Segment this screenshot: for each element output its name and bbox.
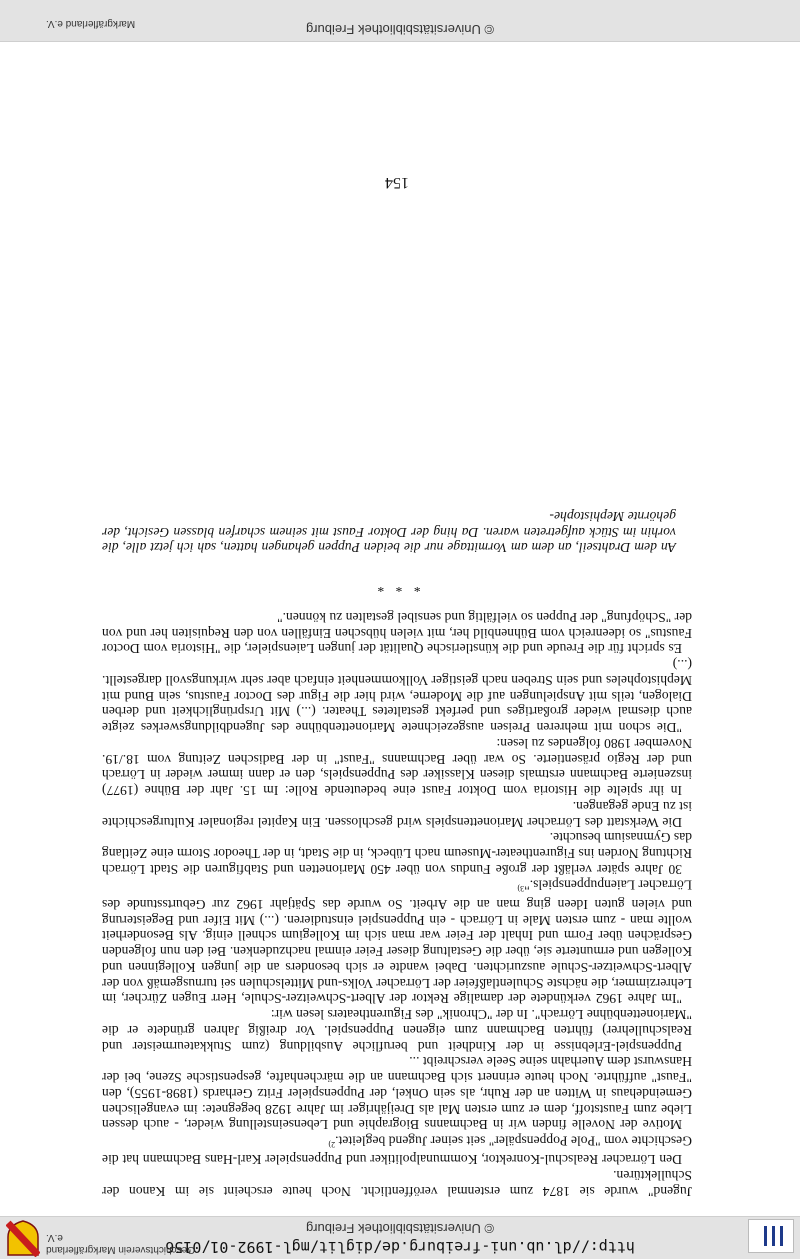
paragraph: Jugend" wurde sie 1874 zum erstenmal veröffentlicht. Noch heute erscheint sie im Kanon der Schullektüren. <box>102 1168 692 1199</box>
viewer-header <box>0 1216 800 1259</box>
paragraph: 30 Jahre später verläßt der große Fundus von über 450 Marionetten und Stabfiguren die Stadt Lörrach Richtung Norden ins Figurentheater-Museum nach Lübeck, in die Stadt, in der Theodor Storm eine Zeitlang das Gymnasium besuchte. <box>102 830 692 877</box>
paragraph: Es spricht für die Freude und die künstlerische Qualität der jungen Laienspieler, die "Historia vom Doctor Faustus" so ideenreich vom Bühnenbild her, mit vielen hübschen Einfällen von den Requisiten her und von der "Schöpfung" der Puppen so vielfältig und sensibel gestalten zu können." <box>102 609 692 657</box>
paragraph: Motive der Novelle finden wir in Bachmanns Biographie und Lebenseinstellung wieder, - auch dessen Liebe zum Fauststoff, dem er zum ersten Mal als Dreijähriger im Jahre 1928 begegnete: im evangelischen Gemeindehaus in Witten an der Ruhr, als sein Onkel, der Puppenspieler Fritz Gerhards (1898-1955), den "Faust" aufführte. Noch heute erinnert sich Bachmann an die märchenhafte, gespenstische Szene, bei der Hanswurst dem Auerhahn seine Seele verschreibt ... <box>102 1054 692 1133</box>
page-number: 154 <box>385 174 409 191</box>
coat-of-arms-icon <box>6 1219 40 1257</box>
footnote-ref: 3) <box>517 884 525 894</box>
copyright-notice: © Universitätsbibliothek Freiburg <box>305 1221 495 1236</box>
source-url[interactable]: http://dl.ub.uni-freiburg.de/diglit/mgl-1992-01/0156 <box>165 1238 635 1256</box>
viewer-footer <box>0 0 800 42</box>
paragraph: Den Lörracher Realschul-Konrektor, Kommunalpolitiker und Puppenspieler Karl-Hans Bachmann hat die Geschichte vom "Pole Poppenspäler" seit seiner Jugend begleitet.$^{2)}$ <box>102 1133 692 1168</box>
paragraph: In ihr spielte die Historia vom Doktor Faust eine bedeutende Rolle: Im 15. Jahr der Bühne (1977) inszenierte Bachmann erstmals diesen Klassiker des Puppenspiels, den er dann immer wieder in Lörrach und der Regio präsentierte. So war über Bachmanns "Faust" in der Badischen Zeitung vom 18./19. November 1980 folgendes zu lesen: <box>102 735 692 799</box>
footer-society: Markgräflerland e.V. <box>46 18 136 29</box>
paragraph: Puppenspiel-Erlebnisse in der Kindheit und berufliche Ausbildung (zum Stukkateurmeister und Realschullehrer) führten Bachmann zum eigenen Puppenspiel. Vor dreißig Jahren gründete er die "Marionettenbühne Lörrach". In der "Chronik" des Figurentheaters lesen wir: <box>102 1007 692 1054</box>
paragraph: "Die schon mit mehreren Preisen ausgezeichnete Marionettenbühne des Jugendbildungswerkes zeigte auch diesmal wieder großartiges und perfekt gestaltetes Theater. (...) Mit Ursprünglichkeit und derben Dialogen, teils mit Anspielungen auf die Moderne, wird hier die Figur des Doctor Faustus, sein Bund mit Mephistopheles und sein Streben nach geistiger Vollkommenheit einfach aber sehr wirkungsvoll dargestellt. (...) <box>102 657 692 736</box>
book-page-text <box>102 508 692 1199</box>
footnote-ref: 2) <box>328 1139 336 1149</box>
footer-copyright: © Universitätsbibliothek Freiburg <box>305 22 495 37</box>
closing-quote: An dem Drahtseil, an dem am Vormittage nur die beiden Puppen gehangen hatten, sah ich jetzt alle, die vorhin im Stück aufgetreten waren. Da hing der Doktor Faust mit seinem scharfen blassen Gesicht, der gehörnte Mephistophe- <box>102 508 676 556</box>
paragraph: "Im Jahre 1962 verkündete der damalige Rektor der Albert-Schweitzer-Schule, Herr Eugen Zürcher, im Lehrerzimmer, die nächste Schulentlaßfeier der Lörracher Volks-und Mittelschulen sei turnusgemäß von der Albert-Schweitzer-Schule auszurichten. Dabei wandte er sich besonders an die jungen Kolleginnen und Kollegen und ermunterte sie, über die Gestaltung dieser Feier einmal nachzudenken. Bei den nun folgenden Gesprächen über Form und Inhalt der Feier war man sich im Kollegium schnell einig. Als Besonderheit wollte man - zum ersten Male in Lörrach - ein Puppenspiel einstudieren. (...) Mit Eifer und Begeisterung und vielen guten Ideen ging man an die Arbeit. So wurde das Spätjahr 1962 zur Geburtsstunde des Lörracher Laienpuppenspiels."$^{3)}$ <box>102 877 692 1007</box>
paragraph: Die Werkstatt des Lörracher Marionettenspiels wird geschlossen. Ein Kapitel regionaler Kulturgeschichte ist zu Ende gegangen. <box>102 798 692 830</box>
section-separator: * * * <box>373 580 421 596</box>
society-name: Geschichtsverein Markgräflerland e.V. <box>46 1232 195 1255</box>
